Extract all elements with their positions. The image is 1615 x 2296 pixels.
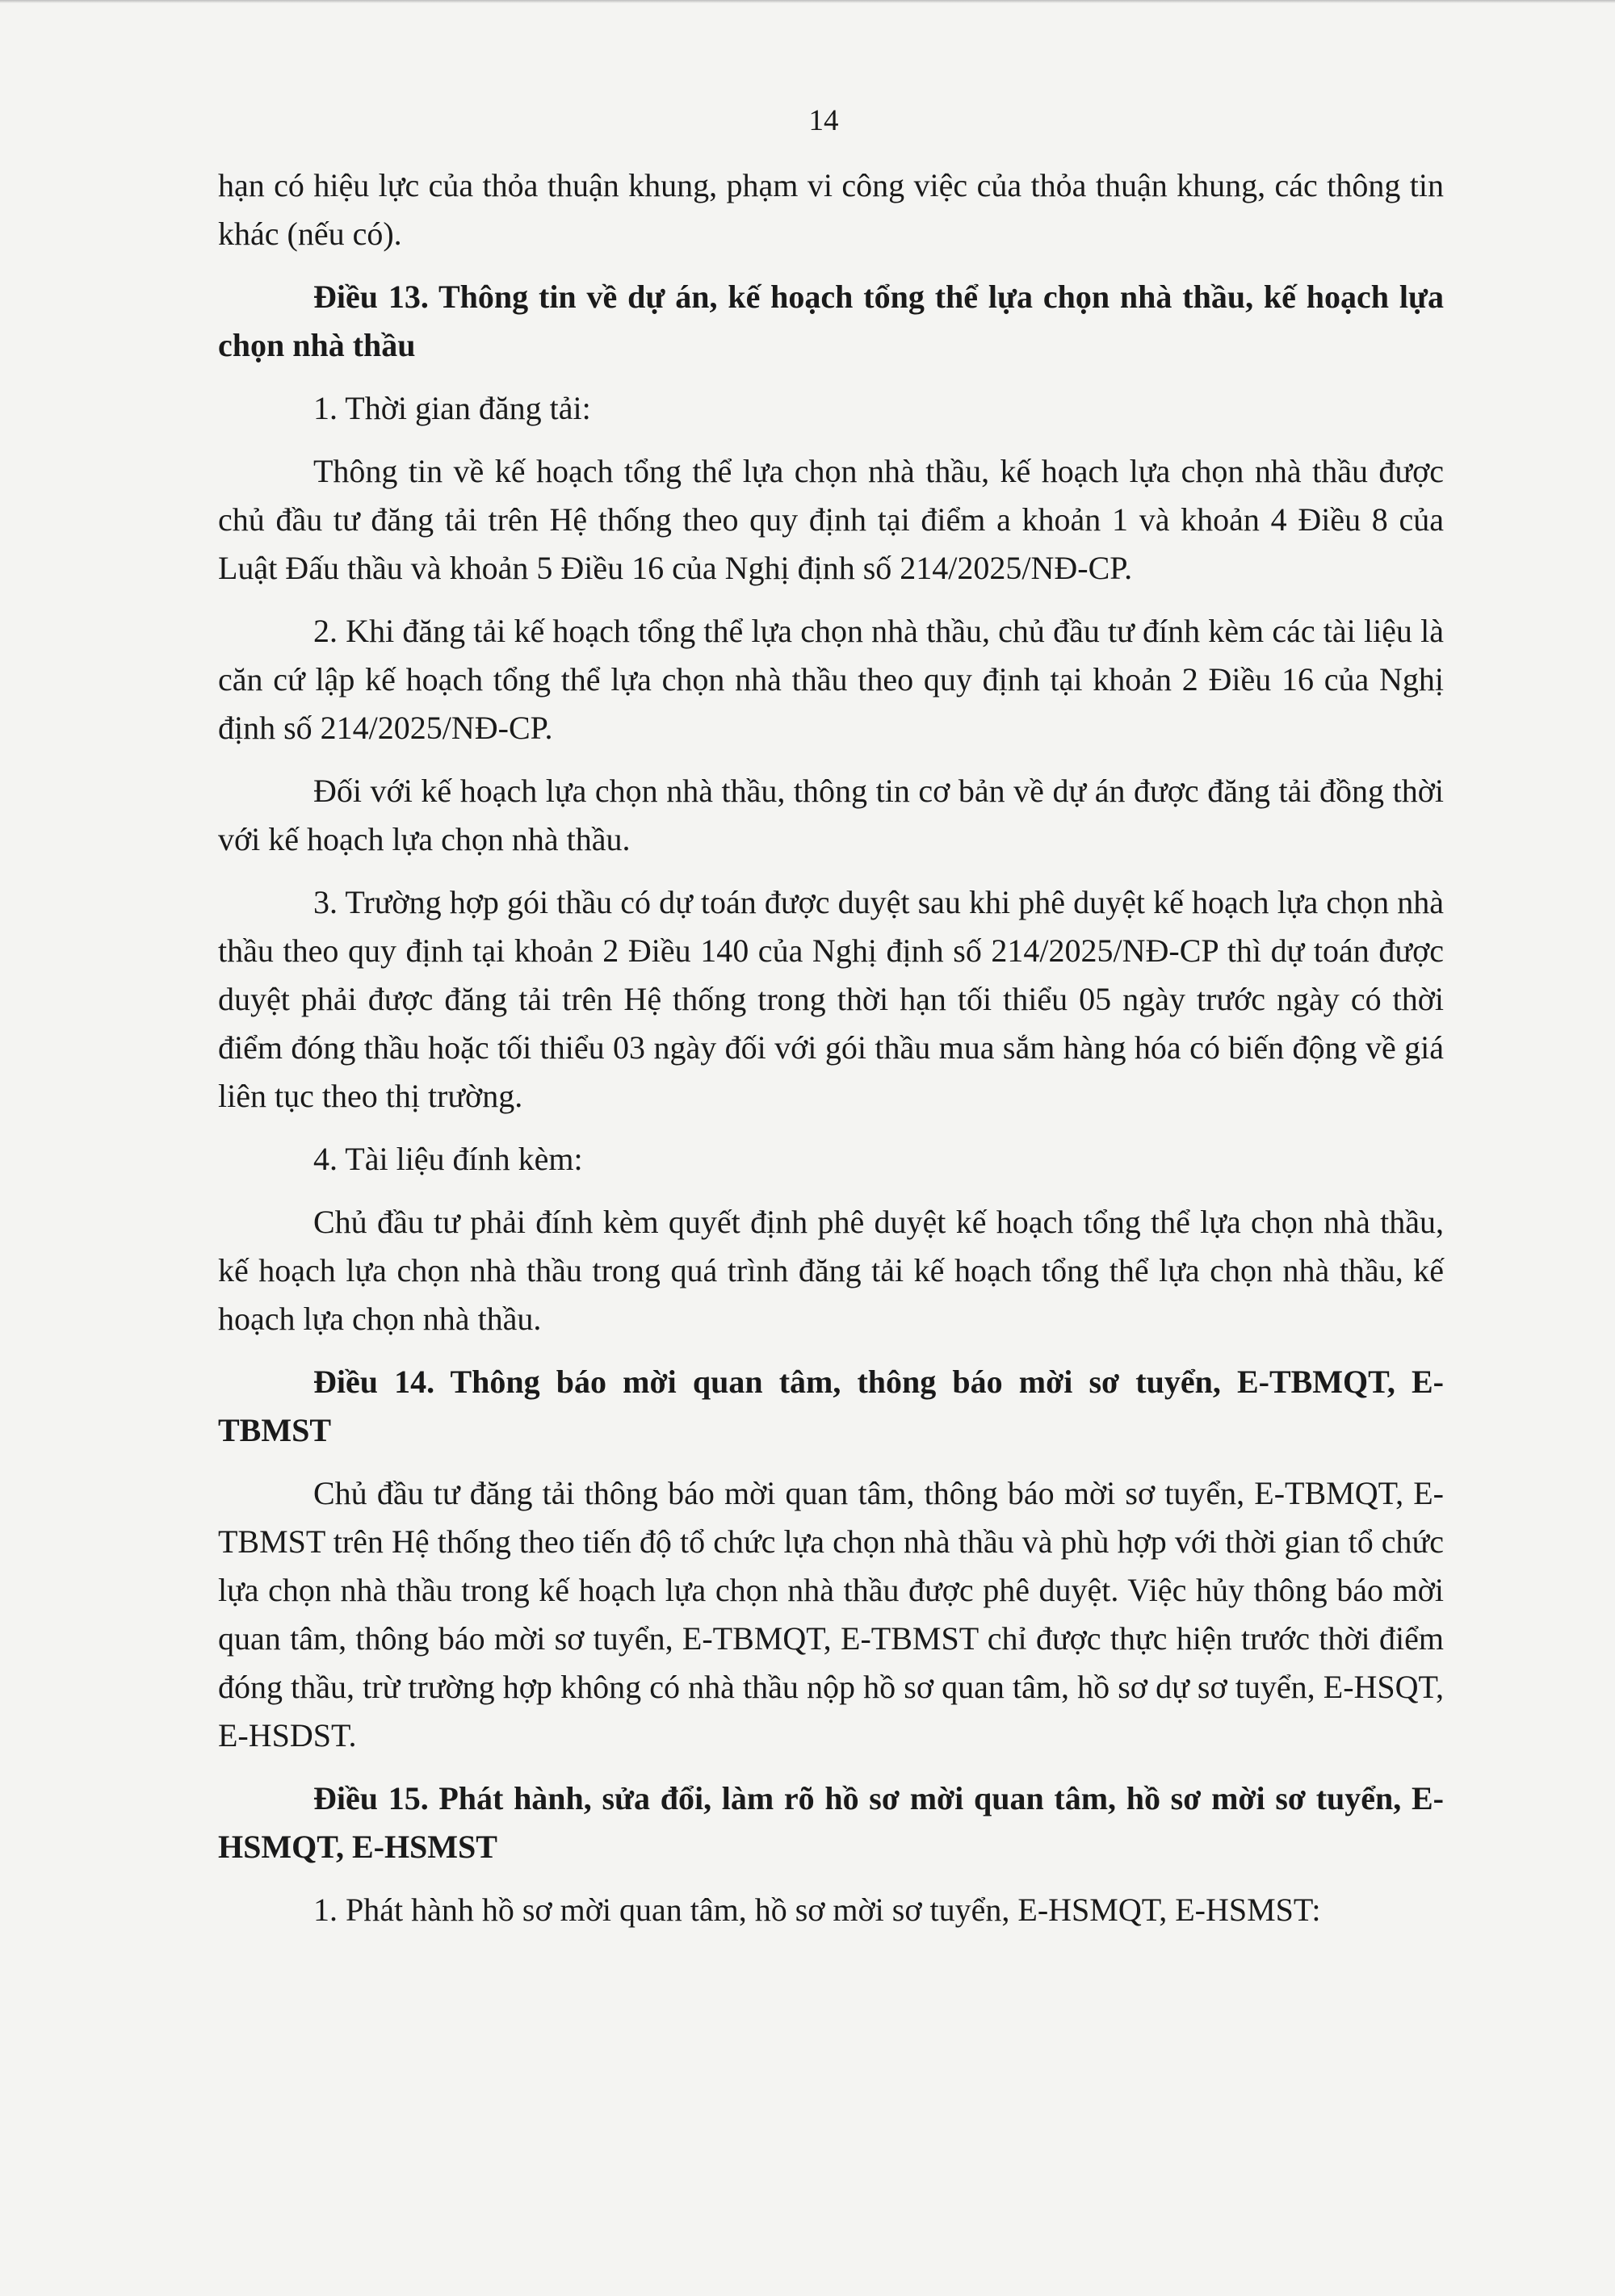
paragraph: 2. Khi đăng tải kế hoạch tổng thể lựa chọn nhà thầu, chủ đầu tư đính kèm các tài liệu là căn cứ lập kế hoạch tổng thể lựa chọn nhà thầu theo quy định tại khoản 2 Điều 16 của Nghị định số 214/2025/NĐ-CP. xyxy=(218,613,1444,746)
paragraph: 1. Phát hành hồ sơ mời quan tâm, hồ sơ mời sơ tuyển, E-HSMQT, E-HSMST: xyxy=(313,1892,1321,1928)
paragraph: 1. Thời gian đăng tải: xyxy=(313,390,591,426)
paragraph: Đối với kế hoạch lựa chọn nhà thầu, thông tin cơ bản về dự án được đăng tải đồng thời với kế hoạch lựa chọn nhà thầu. xyxy=(218,773,1444,857)
paragraph: 3. Trường hợp gói thầu có dự toán được duyệt sau khi phê duyệt kế hoạch lựa chọn nhà thầu theo quy định tại khoản 2 Điều 140 của Nghị định số 214/2025/NĐ-CP thì dự toán được duyệt phải được đăng tải trên Hệ thống trong thời hạn tối thiểu 05 ngày trước ngày có thời điểm đóng thầu hoặc tối thiểu 03 ngày đối với gói thầu mua sắm hàng hóa có biến động về giá liên tục theo thị trường. xyxy=(218,884,1444,1114)
paragraph: Thông tin về kế hoạch tổng thể lựa chọn nhà thầu, kế hoạch lựa chọn nhà thầu được chủ đầu tư đăng tải trên Hệ thống theo quy định tại điểm a khoản 1 và khoản 4 Điều 8 của Luật Đấu thầu và khoản 5 Điều 16 của Nghị định số 214/2025/NĐ-CP. xyxy=(218,453,1444,586)
article-heading-14: Điều 14. Thông báo mời quan tâm, thông báo mời sơ tuyển, E-TBMQT, E-TBMST xyxy=(218,1364,1444,1448)
paragraph: Chủ đầu tư đăng tải thông báo mời quan tâm, thông báo mời sơ tuyển, E-TBMQT, E-TBMST trên Hệ thống theo tiến độ tổ chức lựa chọn nhà thầu và phù hợp với thời gian tổ chức lựa chọn nhà thầu trong kế hoạch lựa chọn nhà thầu được phê duyệt. Việc hủy thông báo mời quan tâm, thông báo mời sơ tuyển, E-TBMQT, E-TBMST chỉ được thực hiện trước thời điểm đóng thầu, trừ trường hợp không có nhà thầu nộp hồ sơ quan tâm, hồ sơ dự sơ tuyển, E-HSQT, E-HSDST. xyxy=(218,1475,1444,1753)
paragraph: hạn có hiệu lực của thỏa thuận khung, phạm vi công việc của thỏa thuận khung, các thông tin khác (nếu có). xyxy=(218,167,1444,252)
page-number: 14 xyxy=(808,104,839,137)
document-body xyxy=(218,161,1444,1949)
scan-edge xyxy=(0,0,1615,3)
paragraph: Chủ đầu tư phải đính kèm quyết định phê duyệt kế hoạch tổng thể lựa chọn nhà thầu, kế hoạch lựa chọn nhà thầu trong quá trình đăng tải kế hoạch tổng thể lựa chọn nhà thầu, kế hoạch lựa chọn nhà thầu. xyxy=(218,1204,1444,1337)
article-heading-15: Điều 15. Phát hành, sửa đổi, làm rõ hồ sơ mời quan tâm, hồ sơ mời sơ tuyển, E-HSMQT, E-HSMST xyxy=(218,1780,1444,1865)
article-heading-13: Điều 13. Thông tin về dự án, kế hoạch tổng thể lựa chọn nhà thầu, kế hoạch lựa chọn nhà thầu xyxy=(218,279,1444,363)
paragraph: 4. Tài liệu đính kèm: xyxy=(313,1141,583,1177)
